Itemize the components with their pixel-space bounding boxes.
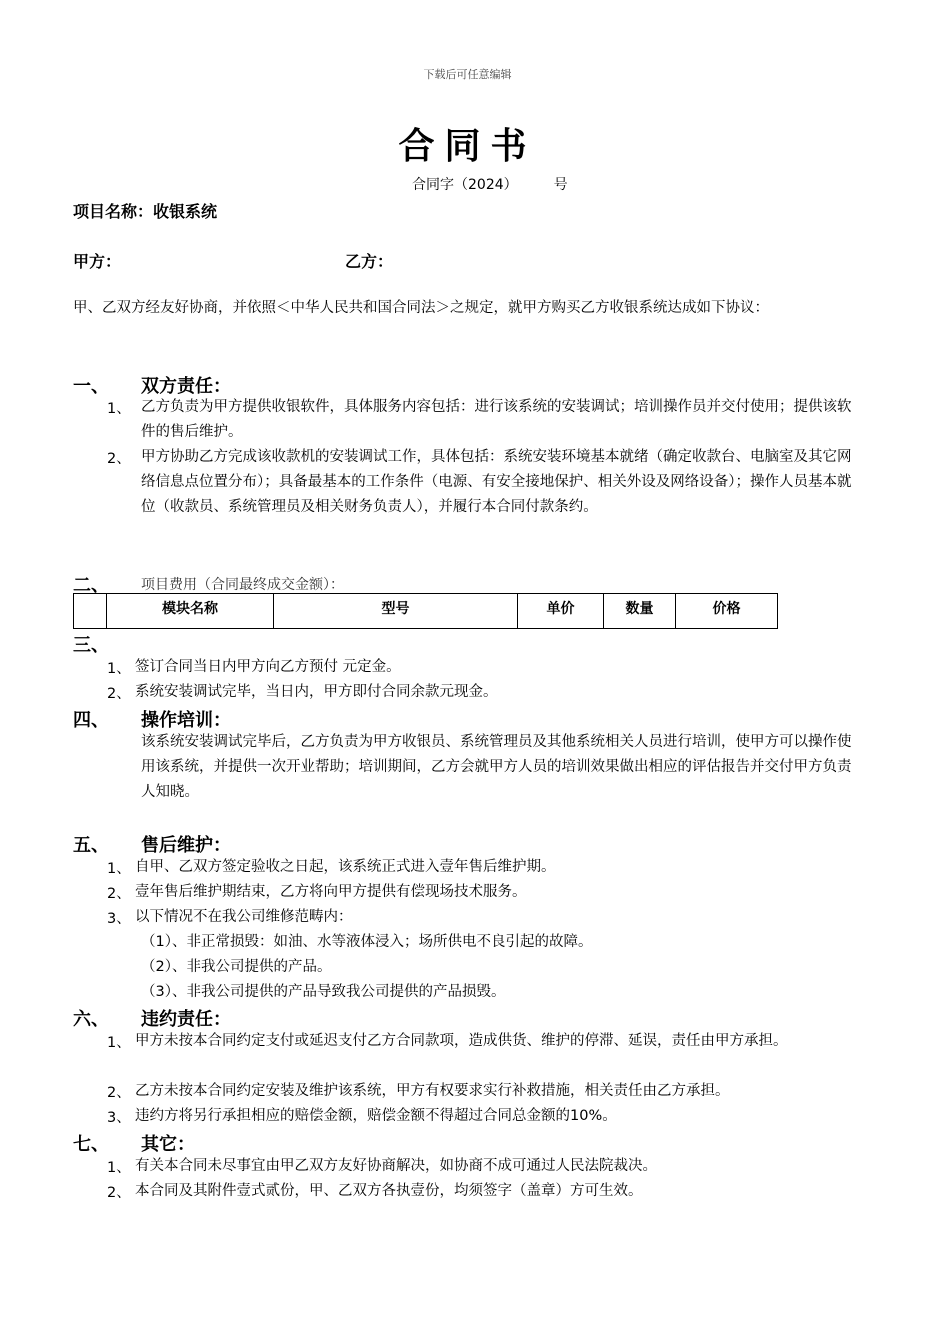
section-3-item-1-text: 签订合同当日内甲方向乙方预付 元定金。: [135, 659, 401, 675]
section-5-item-2-number: 2、: [107, 886, 131, 902]
project-name: 项目名称：收银系统: [73, 202, 218, 221]
fee-table-header-unit-price: 单价: [518, 594, 604, 629]
section-5-item-2-text: 壹年售后维护期结束，乙方将向甲方提供有偿现场技术服务。: [135, 884, 527, 900]
section-5-number: 五、: [73, 835, 109, 856]
party-b-label: 乙方：: [345, 252, 394, 271]
section-4-title: 操作培训：: [141, 710, 231, 731]
section-4-text: 该系统安装调试完毕后，乙方负责为甲方收银员、系统管理员及其他系统相关人员进行培训，使甲方可以操作使用该系统，并提供一次开业帮助；培训期间，乙方会就甲方人员的培训效果做出相应的评估报告并交付甲方负责人知晓。: [141, 734, 852, 800]
section-6-number: 六、: [73, 1009, 109, 1030]
contract-number: [412, 174, 568, 194]
section-6-item-2-number: 2、: [107, 1085, 131, 1101]
section-7-item-1-number: 1、: [107, 1160, 131, 1176]
section-5-item-1-number: 1、: [107, 861, 131, 877]
header-note: 下载后可任意编辑: [423, 68, 512, 81]
section-6-item-1-number: 1、: [107, 1035, 131, 1051]
section-7-item-2-text: 本合同及其附件壹式贰份，甲、乙双方各执壹份，均须签字（盖章）方可生效。: [135, 1183, 643, 1199]
section-1-item-1-text: 乙方负责为甲方提供收银软件，具体服务内容包括：进行该系统的安装调试；培训操作员并交付使用；提供该软件的售后维护。: [141, 399, 852, 440]
intro-paragraph: 甲、乙双方经友好协商，并依照＜中华人民共和国合同法＞之规定，就甲方购买乙方收银系统达成如下协议：: [73, 300, 769, 316]
contract-number-suffix: 号: [553, 177, 568, 193]
section-1-item-1-number: 1、: [107, 401, 131, 417]
document-title: 合同书: [398, 126, 537, 167]
fee-table-header-module: 模块名称: [107, 594, 274, 629]
section-7-item-2-number: 2、: [107, 1185, 131, 1201]
section-1-item-2-number: 2、: [107, 451, 131, 467]
section-1-title: 双方责任：: [141, 376, 231, 397]
section-6-title: 违约责任：: [141, 1009, 231, 1030]
party-a-label: 甲方：: [73, 252, 122, 271]
section-3-item-2-number: 2、: [107, 686, 131, 702]
section-6-item-1-text: 甲方未按本合同约定支付或延迟支付乙方合同款项，造成供货、维护的停滞、延误，责任由甲方承担。: [135, 1033, 788, 1049]
section-5-title: 售后维护：: [141, 835, 231, 856]
fee-table-header-model: 型号: [274, 594, 518, 629]
section-3-number: 三、: [73, 635, 109, 656]
section-6-item-3-text: 违约方将另行承担相应的赔偿金额，赔偿金额不得超过合同总金额的10%。: [135, 1108, 617, 1124]
fee-table: [73, 593, 778, 629]
section-1-item-2-text: 甲方协助乙方完成该收款机的安装调试工作，具体包括：系统安装环境基本就绪（确定收款台、电脑室及其它网络信息点位置分布）；具备最基本的工作条件（电源、有安全接地保护、相关外设及网络设备）；操作人员基本就位（收款员、系统管理员及相关财务负责人），并履行本合同付款条约。: [141, 449, 852, 515]
section-5-item-1-text: 自甲、乙双方签定验收之日起，该系统正式进入壹年售后维护期。: [135, 859, 556, 875]
section-5-item-3-text: 以下情况不在我公司维修范畴内：: [135, 909, 353, 925]
section-7-number: 七、: [73, 1134, 109, 1155]
section-6-item-3-number: 3、: [107, 1110, 131, 1126]
fee-table-header-row: [74, 594, 778, 629]
section-5-subitem-1: （1）、非正常损毁：如油、水等液体浸入；场所供电不良引起的故障。: [141, 934, 593, 950]
section-5-subitem-3: （3）、非我公司提供的产品导致我公司提供的产品损毁。: [141, 984, 506, 1000]
section-7-title: 其它：: [141, 1134, 195, 1155]
section-4-number: 四、: [73, 710, 109, 731]
section-3-item-1-number: 1、: [107, 661, 131, 677]
section-3-item-2-text: 系统安装调试完毕，当日内，甲方即付合同余款元现金。: [135, 684, 498, 700]
section-2-title: 项目费用（合同最终成交金额）：: [141, 577, 344, 593]
section-6-item-2-text: 乙方未按本合同约定安装及维护该系统，甲方有权要求实行补救措施，相关责任由乙方承担。: [135, 1083, 730, 1099]
fee-table-header-blank: [74, 594, 107, 629]
section-5-item-3-number: 3、: [107, 911, 131, 927]
contract-number-prefix: 合同字（2024）: [412, 177, 518, 193]
fee-table-header-price: 价格: [676, 594, 778, 629]
section-5-subitem-2: （2）、非我公司提供的产品。: [141, 959, 332, 975]
fee-table-header-quantity: 数量: [604, 594, 676, 629]
section-2-number: 二、: [73, 575, 109, 596]
section-1-number: 一、: [73, 376, 109, 397]
section-7-item-1-text: 有关本合同未尽事宜由甲乙双方友好协商解决，如协商不成可通过人民法院裁决。: [135, 1158, 657, 1174]
